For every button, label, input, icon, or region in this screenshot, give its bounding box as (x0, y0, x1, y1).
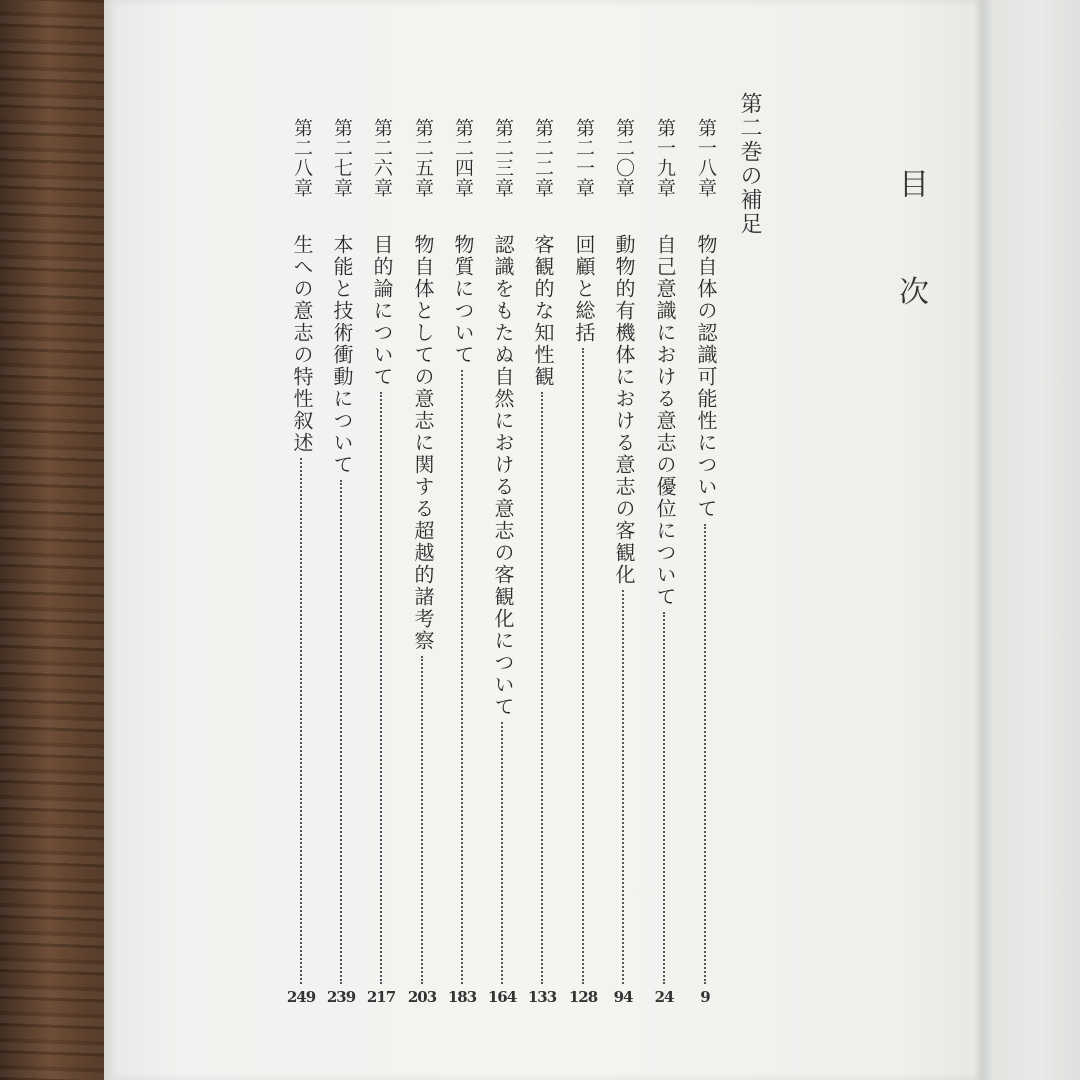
dotted-leader (663, 612, 665, 984)
chapter-title: 認識をもたぬ自然における意志の客観化について (491, 234, 515, 718)
page-number: 9 (700, 988, 710, 1006)
chapter-number: 第一八章 (695, 118, 717, 198)
toc-entry (286, 118, 316, 1018)
dotted-leader (582, 348, 584, 984)
dotted-leader (300, 458, 302, 984)
toc-entry (527, 118, 557, 1018)
toc-entry (608, 118, 638, 1018)
page-number: 203 (407, 988, 437, 1006)
chapter-number: 第一九章 (654, 118, 676, 198)
chapter-title: 生への意志の特性叙述 (290, 234, 314, 454)
page-stack-edge (982, 0, 1080, 1080)
page-number: 217 (366, 988, 396, 1006)
dotted-leader (622, 590, 624, 984)
toc-entry (326, 118, 356, 1018)
chapter-title: 物自体の認識可能性について (694, 234, 718, 520)
dotted-leader (704, 524, 706, 984)
toc-title: 目 次 (893, 168, 928, 340)
chapter-title: 物質について (451, 234, 475, 366)
page-number: 239 (326, 988, 356, 1006)
chapter-title: 回顧と総括 (572, 234, 596, 344)
toc-entry (649, 118, 679, 1018)
page-number: 128 (568, 988, 598, 1006)
chapter-title: 客観的な知性観 (531, 234, 555, 388)
chapter-number: 第二八章 (291, 118, 313, 198)
chapter-number: 第二二章 (532, 118, 554, 198)
dotted-leader (501, 722, 503, 984)
toc-entry (568, 118, 598, 1018)
section-heading: 第二巻の補足 (737, 92, 762, 236)
page-number: 183 (447, 988, 477, 1006)
chapter-number: 第二三章 (492, 118, 514, 198)
page-number: 133 (527, 988, 557, 1006)
chapter-number: 第二四章 (452, 118, 474, 198)
page-number: 164 (487, 988, 517, 1006)
chapter-number: 第二五章 (412, 118, 434, 198)
chapter-number: 第二七章 (331, 118, 353, 198)
chapter-title: 自己意識における意志の優位について (653, 234, 677, 608)
dotted-leader (340, 480, 342, 984)
page-number: 249 (286, 988, 316, 1006)
page-number: 24 (654, 988, 674, 1006)
dotted-leader (461, 370, 463, 984)
toc-entry (407, 118, 437, 1018)
dotted-leader (380, 392, 382, 984)
toc-entry (487, 118, 517, 1018)
toc-entry (366, 118, 396, 1018)
toc-entry (690, 118, 720, 1018)
chapter-title: 物自体としての意志に関する超越的諸考察 (411, 234, 435, 652)
dotted-leader (421, 656, 423, 984)
chapter-number: 第二一章 (573, 118, 595, 198)
toc-entry (447, 118, 477, 1018)
chapter-number: 第二〇章 (613, 118, 635, 198)
chapter-title: 目的論について (370, 234, 394, 388)
chapter-title: 本能と技術衝動について (330, 234, 354, 476)
chapter-title: 動物的有機体における意志の客観化 (612, 234, 636, 586)
dotted-leader (541, 392, 543, 984)
page-number: 94 (613, 988, 633, 1006)
chapter-number: 第二六章 (371, 118, 393, 198)
